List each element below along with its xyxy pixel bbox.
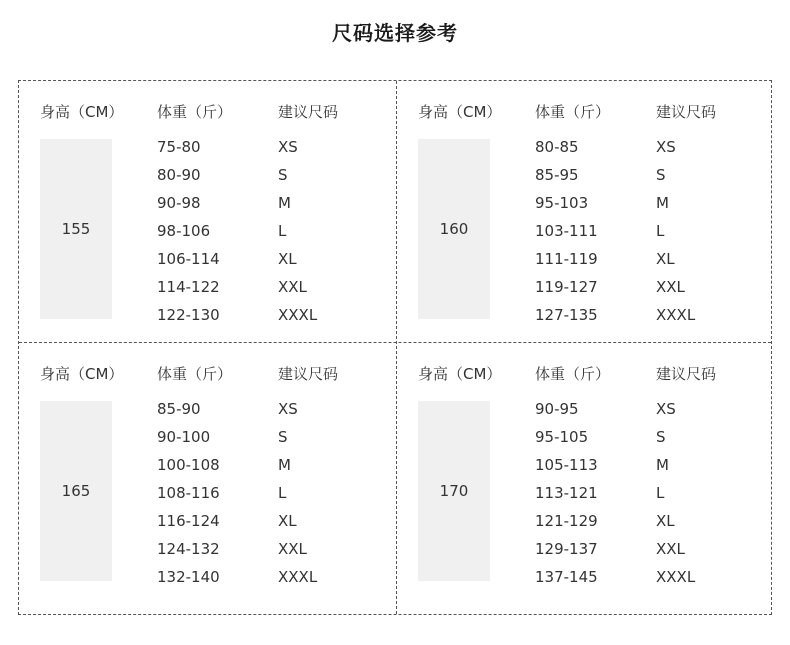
size-label: XXXL (656, 306, 696, 324)
weight-range: 108-116 (157, 484, 220, 502)
size-rows (157, 395, 387, 591)
height-header: 身高（CM） (40, 365, 124, 383)
size-label: XS (278, 138, 298, 156)
size-label: S (278, 166, 288, 184)
size-row (157, 301, 387, 329)
size-row (157, 273, 387, 301)
page-title: 尺码选择参考 (332, 21, 458, 45)
size-label: L (656, 222, 665, 240)
size-label: XL (656, 512, 675, 530)
size-row (157, 423, 387, 451)
size-label: XXL (656, 278, 685, 296)
size-header: 建议尺码 (278, 103, 339, 121)
size-label: S (656, 166, 666, 184)
size-label: M (656, 194, 669, 212)
size-label: XXXL (278, 568, 318, 586)
size-label: XXL (656, 540, 685, 558)
weight-range: 116-124 (157, 512, 220, 530)
size-row (157, 161, 387, 189)
size-row (535, 189, 765, 217)
weight-range: 105-113 (535, 456, 598, 474)
size-label: L (278, 484, 287, 502)
size-row (535, 451, 765, 479)
weight-range: 98-106 (157, 222, 211, 240)
weight-range: 122-130 (157, 306, 220, 324)
weight-range: 121-129 (535, 512, 598, 530)
size-rows (535, 133, 765, 329)
size-row (535, 395, 765, 423)
weight-header: 体重（斤） (535, 103, 611, 121)
size-panel-155 (19, 81, 395, 349)
size-row (535, 507, 765, 535)
size-label: XL (656, 250, 675, 268)
weight-range: 85-90 (157, 400, 201, 418)
size-label: M (656, 456, 669, 474)
weight-header: 体重（斤） (535, 365, 611, 383)
size-row (535, 423, 765, 451)
weight-range: 127-135 (535, 306, 598, 324)
size-rows (535, 395, 765, 591)
size-row (157, 217, 387, 245)
size-row (535, 161, 765, 189)
size-header: 建议尺码 (656, 365, 717, 383)
weight-range: 113-121 (535, 484, 598, 502)
weight-range: 95-105 (535, 428, 589, 446)
size-label: XXXL (278, 306, 318, 324)
weight-range: 80-90 (157, 166, 201, 184)
weight-range: 119-127 (535, 278, 598, 296)
size-label: XS (278, 400, 298, 418)
size-row (157, 245, 387, 273)
size-panel-170 (397, 343, 773, 611)
weight-range: 103-111 (535, 222, 598, 240)
size-label: XL (278, 250, 297, 268)
height-value: 170 (418, 401, 490, 581)
size-row (157, 395, 387, 423)
size-rows (157, 133, 387, 329)
size-row (535, 245, 765, 273)
size-label: XXXL (656, 568, 696, 586)
size-row (157, 507, 387, 535)
size-panel-165 (19, 343, 395, 611)
size-label: S (656, 428, 666, 446)
size-label: L (278, 222, 287, 240)
size-label: XXL (278, 540, 307, 558)
size-header: 建议尺码 (656, 103, 717, 121)
weight-range: 124-132 (157, 540, 220, 558)
weight-range: 75-80 (157, 138, 201, 156)
size-row (157, 451, 387, 479)
size-row (157, 563, 387, 591)
weight-range: 90-100 (157, 428, 211, 446)
height-value: 165 (40, 401, 112, 581)
size-label: M (278, 456, 291, 474)
weight-range: 100-108 (157, 456, 220, 474)
weight-range: 85-95 (535, 166, 579, 184)
height-value: 160 (418, 139, 490, 319)
weight-range: 111-119 (535, 250, 598, 268)
size-label: XS (656, 400, 676, 418)
size-label: XS (656, 138, 676, 156)
weight-range: 137-145 (535, 568, 598, 586)
size-row (535, 479, 765, 507)
size-row (535, 535, 765, 563)
size-row (157, 535, 387, 563)
size-panel-160 (397, 81, 773, 349)
weight-range: 90-98 (157, 194, 201, 212)
height-value: 155 (40, 139, 112, 319)
size-label: XXL (278, 278, 307, 296)
height-header: 身高（CM） (418, 365, 502, 383)
size-label: XL (278, 512, 297, 530)
weight-range: 90-95 (535, 400, 579, 418)
size-row (157, 189, 387, 217)
weight-header: 体重（斤） (157, 365, 233, 383)
weight-range: 114-122 (157, 278, 220, 296)
weight-range: 106-114 (157, 250, 220, 268)
weight-header: 体重（斤） (157, 103, 233, 121)
size-label: L (656, 484, 665, 502)
size-label: M (278, 194, 291, 212)
height-header: 身高（CM） (40, 103, 124, 121)
size-row (535, 563, 765, 591)
height-header: 身高（CM） (418, 103, 502, 121)
size-label: S (278, 428, 288, 446)
size-row (535, 301, 765, 329)
size-row (157, 133, 387, 161)
weight-range: 80-85 (535, 138, 579, 156)
weight-range: 95-103 (535, 194, 589, 212)
weight-range: 129-137 (535, 540, 598, 558)
weight-range: 132-140 (157, 568, 220, 586)
size-header: 建议尺码 (278, 365, 339, 383)
size-row (535, 273, 765, 301)
size-row (535, 217, 765, 245)
size-row (157, 479, 387, 507)
size-chart-grid (18, 80, 772, 615)
size-row (535, 133, 765, 161)
